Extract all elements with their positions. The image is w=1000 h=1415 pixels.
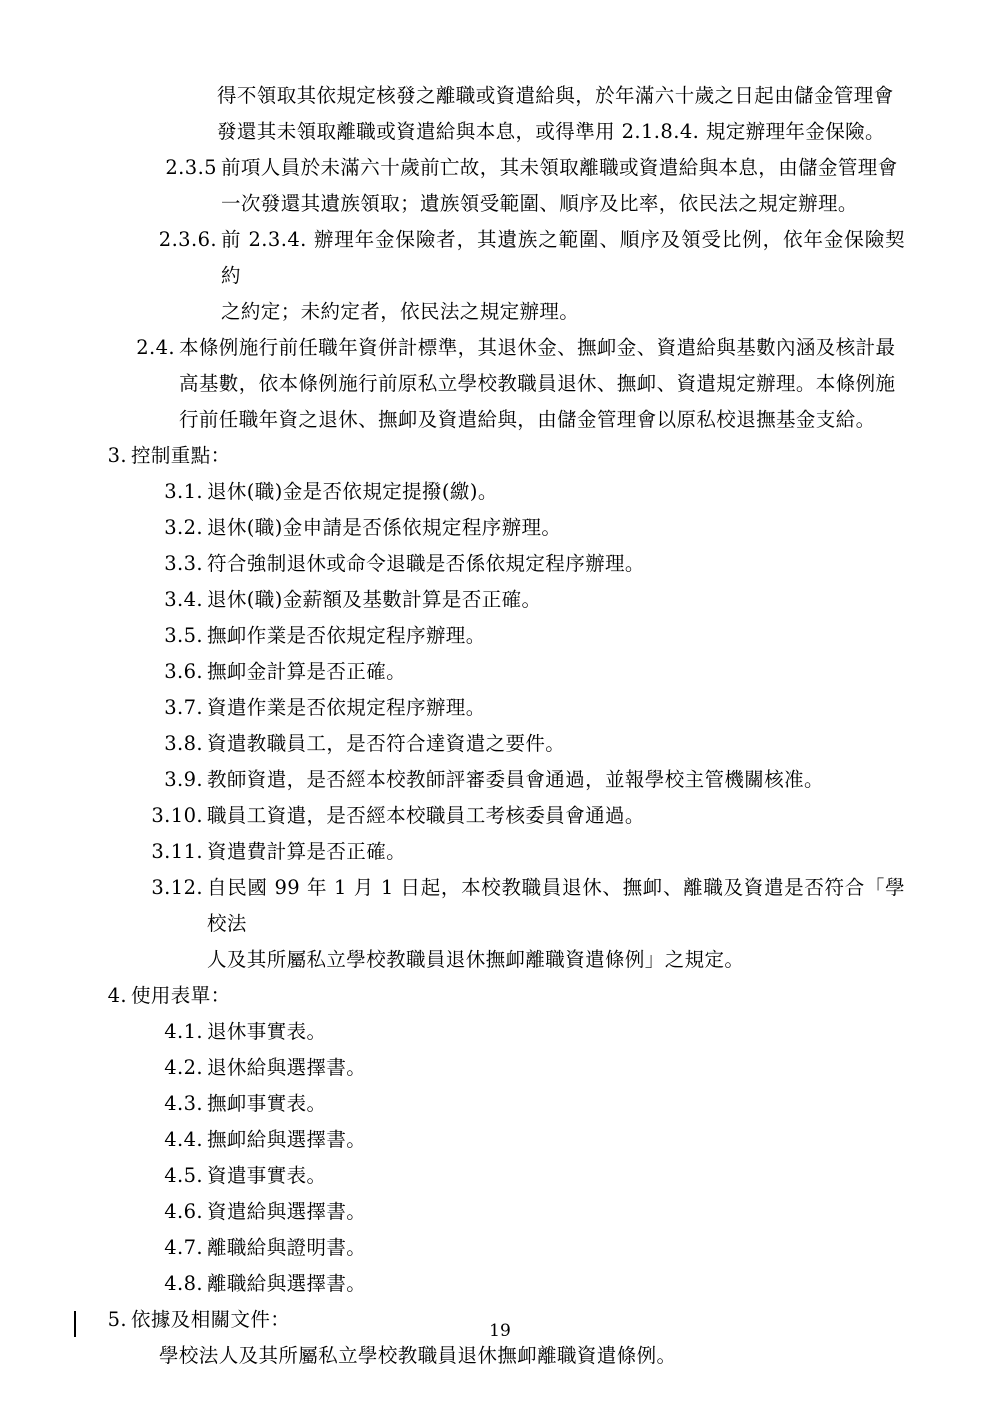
list-item xyxy=(95,1086,905,1122)
text-line: 自民國 99 年 1 月 1 日起，本校教職員退休、撫卹、離職及資遣是否符合「學校法 xyxy=(207,876,905,935)
list-item xyxy=(95,618,905,654)
list-item xyxy=(95,1230,905,1266)
text-line: 之約定；未約定者，依民法之規定辦理。 xyxy=(221,300,580,323)
list-item xyxy=(95,546,905,582)
text-line: 退休給與選擇書。 xyxy=(207,1056,367,1079)
text-line: 一次發還其遺族領取；遺族領受範圍、順序及比率，依民法之規定辦理。 xyxy=(221,192,858,215)
text-line: 離職給與證明書。 xyxy=(207,1236,367,1259)
list-item-number: 2.3.5 xyxy=(165,156,217,179)
list-item-number: 5. xyxy=(107,1308,127,1331)
text-line: 學校法人及其所屬私立學校教職員退休撫卹離職資遣條例。 xyxy=(159,1344,677,1367)
paragraph-continuation xyxy=(95,78,905,150)
text-line: 撫卹作業是否依規定程序辦理。 xyxy=(207,624,486,647)
text-line: 資遣給與選擇書。 xyxy=(207,1200,367,1223)
list-item-number: 4.6. xyxy=(164,1200,203,1223)
text-line: 退休事實表。 xyxy=(207,1020,327,1043)
list-item-number: 3.2. xyxy=(164,516,203,539)
list-item xyxy=(95,330,905,438)
text-line: 撫卹給與選擇書。 xyxy=(207,1128,367,1151)
list-item-number: 3.10. xyxy=(151,804,203,827)
list-item-number: 4.7. xyxy=(164,1236,203,1259)
text-line: 資遣作業是否依規定程序辦理。 xyxy=(207,696,486,719)
text-line: 離職給與選擇書。 xyxy=(207,1272,367,1295)
list-item-number: 3.6. xyxy=(164,660,203,683)
list-item-number: 3.3. xyxy=(164,552,203,575)
text-line: 人及其所屬私立學校教職員退休撫卹離職資遣條例」之規定。 xyxy=(207,948,745,971)
list-item-number: 4.1. xyxy=(164,1020,203,1043)
list-item xyxy=(95,834,905,870)
list-item xyxy=(95,222,905,330)
list-item xyxy=(95,978,905,1014)
list-item xyxy=(95,474,905,510)
list-item xyxy=(95,654,905,690)
list-item xyxy=(95,870,905,978)
list-item-number: 4.2. xyxy=(164,1056,203,1079)
text-line: 退休(職)金薪額及基數計算是否正確。 xyxy=(207,588,542,611)
list-item-number: 3.1. xyxy=(164,480,203,503)
list-item-number: 3.9. xyxy=(164,768,203,791)
list-item-number: 3.5. xyxy=(164,624,203,647)
list-item xyxy=(95,690,905,726)
text-line: 本條例施行前任職年資併計標準，其退休金、撫卹金、資遣給與基數內涵及核計最 xyxy=(179,336,896,359)
list-item xyxy=(95,762,905,798)
text-line: 前項人員於未滿六十歲前亡故，其未領取離職或資遣給與本息，由儲金管理會 xyxy=(221,156,898,179)
text-line: 符合強制退休或命令退職是否係依規定程序辦理。 xyxy=(207,552,645,575)
list-item-number: 3. xyxy=(107,444,127,467)
list-item xyxy=(95,1122,905,1158)
text-line: 高基數，依本條例施行前原私立學校教職員退休、撫卹、資遣規定辦理。本條例施 xyxy=(179,372,896,395)
list-item xyxy=(95,798,905,834)
text-line: 資遣教職員工，是否符合達資遣之要件。 xyxy=(207,732,566,755)
list-item xyxy=(95,582,905,618)
list-item-number: 3.8. xyxy=(164,732,203,755)
list-item-number: 3.7. xyxy=(164,696,203,719)
page-number: 19 xyxy=(489,1321,511,1341)
list-item-number: 4.3. xyxy=(164,1092,203,1115)
list-item xyxy=(95,726,905,762)
text-line: 退休(職)金申請是否係依規定程序辦理。 xyxy=(207,516,562,539)
list-item-number: 4.4. xyxy=(164,1128,203,1151)
text-line: 資遣事實表。 xyxy=(207,1164,327,1187)
text-line: 控制重點： xyxy=(131,444,231,467)
text-line: 得不領取其依規定核發之離職或資遣給與，於年滿六十歲之日起由儲金管理會 xyxy=(217,84,894,107)
list-item-number: 4.8. xyxy=(164,1272,203,1295)
text-line: 退休(職)金是否依規定提撥(繳)。 xyxy=(207,480,498,503)
list-item-number: 3.4. xyxy=(164,588,203,611)
list-item xyxy=(95,1014,905,1050)
document-body xyxy=(95,78,905,1374)
list-item xyxy=(95,510,905,546)
list-item-number: 4.5. xyxy=(164,1164,203,1187)
text-line: 使用表單： xyxy=(131,984,231,1007)
list-item-number: 4. xyxy=(107,984,127,1007)
text-line: 依據及相關文件： xyxy=(131,1308,291,1331)
reference-line xyxy=(95,1338,905,1374)
list-item xyxy=(95,1158,905,1194)
text-line: 撫卹金計算是否正確。 xyxy=(207,660,407,683)
list-item-number: 2.3.6. xyxy=(158,228,217,251)
text-line: 撫卹事實表。 xyxy=(207,1092,327,1115)
list-item xyxy=(95,1050,905,1086)
text-line: 資遣費計算是否正確。 xyxy=(207,840,407,863)
text-line: 行前任職年資之退休、撫卹及資遣給與，由儲金管理會以原私校退撫基金支給。 xyxy=(179,408,876,431)
list-item-number: 2.4. xyxy=(136,336,175,359)
text-line: 教師資遣，是否經本校教師評審委員會通過，並報學校主管機關核准。 xyxy=(207,768,824,791)
list-item xyxy=(95,150,905,222)
list-item-number: 3.12. xyxy=(151,876,203,899)
list-item xyxy=(95,1266,905,1302)
list-item xyxy=(95,1194,905,1230)
text-line: 發還其未領取離職或資遣給與本息，或得準用 2.1.8.4. 規定辦理年金保險。 xyxy=(217,120,885,143)
list-item-number: 3.11. xyxy=(151,840,203,863)
text-line: 職員工資遣，是否經本校職員工考核委員會通過。 xyxy=(207,804,645,827)
text-line: 前 2.3.4. 辦理年金保險者，其遺族之範圍、順序及領受比例，依年金保險契約 xyxy=(221,228,905,287)
list-item xyxy=(95,438,905,474)
